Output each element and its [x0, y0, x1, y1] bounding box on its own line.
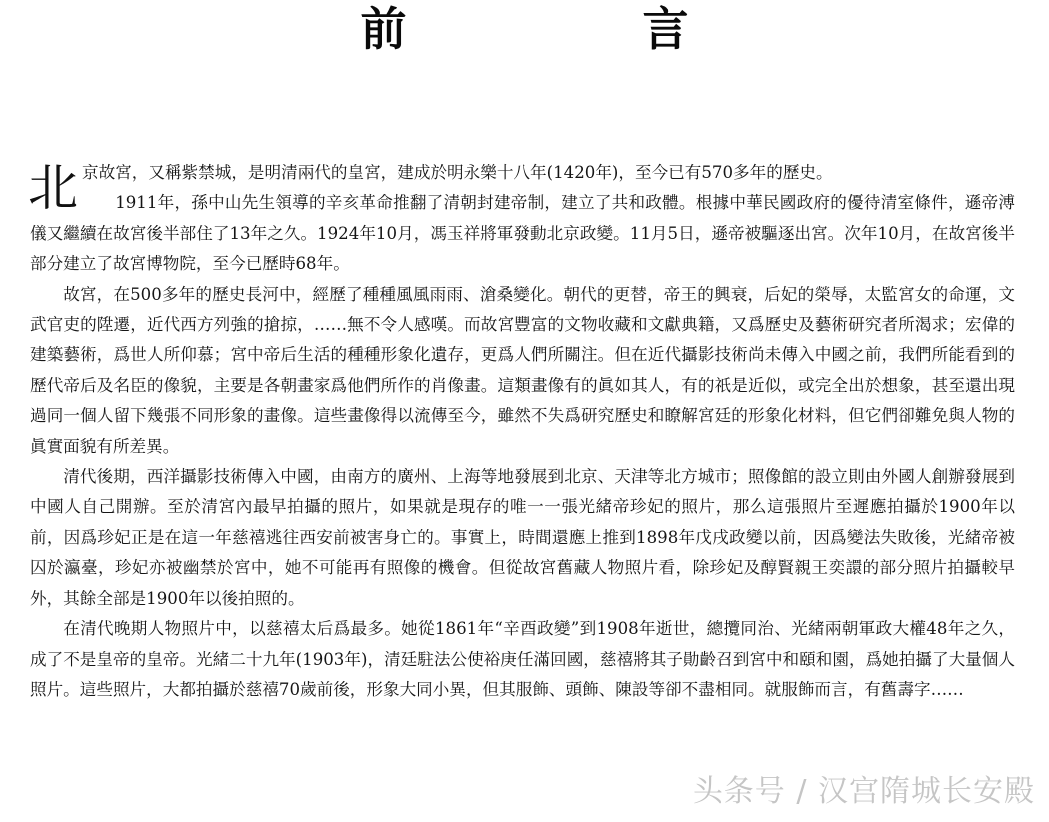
- paragraph-2: 故宮，在500多年的歷史長河中，經歷了種種風風雨雨、滄桑變化。朝代的更替，帝王的興衰，后妃的榮辱，太監宮女的命運，文武官吏的陞遷，近代西方列強的搶掠，……無不令人感嘆。而故宮豐富的文物收藏和文獻典籍，又爲歷史及藝術研究者所渴求；宏偉的建築藝術，爲世人所仰慕；宮中帝后生活的種種形象化遺存，更爲人們所關注。但在近代攝影技術尚未傳入中國之前，我們所能看到的歷代帝后及名臣的像貌，主要是各朝畫家爲他們所作的肖像畫。這類畫像有的眞如其人，有的祇是近似，或完全出於想象，甚至還出現過同一個人留下幾張不同形象的畫像。這些畫像得以流傳至今，雖然不失爲研究歷史和瞭解宮廷的形象化材料，但它們卻難免與人物的眞實面貌有所差異。: [30, 284, 1015, 456]
- drop-cap: 北: [28, 159, 78, 217]
- body-text: [30, 158, 1015, 705]
- intro-text: 京故宮，又稱紫禁城，是明清兩代的皇宮，建成於明永樂十八年(1420年)，至今已有570多年的歷史。: [82, 163, 833, 182]
- intro-paragraph: [28, 158, 1015, 217]
- page-title: 前 言: [360, 2, 799, 56]
- watermark: 头条号 / 汉宫隋城长安殿: [692, 774, 1035, 809]
- paragraph-3: 清代後期，西洋攝影技術傳入中國，由南方的廣州、上海等地發展到北京、天津等北方城市；照像館的設立則由外國人創辦發展到中國人自己開辦。至於清宮內最早拍攝的照片，如果就是現存的唯一一張光緒帝珍妃的照片，那么這張照片至遲應拍攝於1900年以前，因爲珍妃正是在這一年慈禧逃往西安前被害身亡的。事實上，時間還應上推到1898年戊戌政變以前，因爲變法失敗後，光緒帝被囚於瀛臺，珍妃亦被幽禁於宮中，她不可能再有照像的機會。但從故宮舊藏人物照片看，除珍妃及醇賢親王奕譞的部分照片拍攝較早外，其餘全部是1900年以後拍照的。: [30, 467, 1015, 608]
- paragraph-1: 1911年，孫中山先生領導的辛亥革命推翻了清朝封建帝制，建立了共和政體。根據中華民國政府的優待清室條件，遜帝溥儀又繼續在故宮後半部住了13年之久。1924年10月，馮玉祥將軍發動北京政變。11月5日，遜帝被驅逐出宮。次年10月，在故宮後半部分建立了故宮博物院，至今已歷時68年。: [30, 193, 1015, 274]
- paragraph-4: 在清代晚期人物照片中，以慈禧太后爲最多。她從1861年“辛酉政變”到1908年逝世，總攬同治、光緒兩朝軍政大權48年之久，成了不是皇帝的皇帝。光緒二十九年(1903年)，清廷駐法公使裕庚任滿回國，慈禧將其子勛齡召到宮中和頤和園，爲她拍攝了大量個人照片。這些照片，大都拍攝於慈禧70歲前後，形象大同小異，但其服飾、頭飾、陳設等卻不盡相同。就服飾而言，有舊壽字……: [30, 619, 1015, 699]
